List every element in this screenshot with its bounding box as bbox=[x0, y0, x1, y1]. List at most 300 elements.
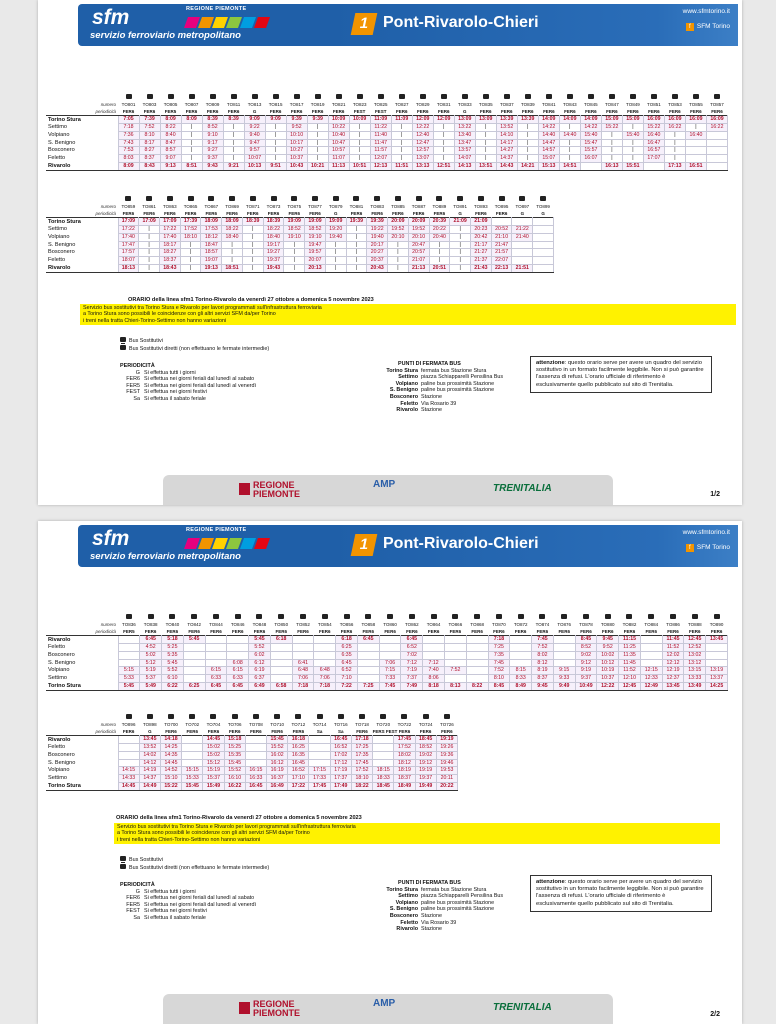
notice-line: Servizio bus sostitutivi tra Torino Stura e Rivarolo per lavori programmati sull'infrastruttura ferroviaria bbox=[117, 824, 356, 830]
station-name: Rivarolo bbox=[46, 264, 118, 272]
time-cell: 6:49 bbox=[249, 682, 271, 690]
time-cell bbox=[640, 636, 662, 644]
bus-icon bbox=[203, 714, 224, 722]
direct-bus-icon bbox=[120, 345, 126, 350]
website-link[interactable]: www.sfmtorino.it bbox=[682, 529, 730, 536]
table-row bbox=[46, 775, 458, 783]
time-cell: | bbox=[325, 241, 346, 249]
time-cell: 16:52 bbox=[288, 767, 309, 775]
bus-icon bbox=[118, 196, 139, 204]
time-cell: 12:09 bbox=[433, 116, 454, 124]
bus-icon bbox=[706, 614, 728, 622]
bus-icon bbox=[314, 614, 336, 622]
bus-icon bbox=[222, 196, 243, 204]
time-cell: 10:51 bbox=[349, 162, 370, 170]
time-cell: 10:21 bbox=[307, 162, 328, 170]
bus-icon bbox=[223, 94, 244, 102]
time-cell: 13:52 bbox=[139, 743, 160, 751]
bus-icon bbox=[139, 94, 160, 102]
period-code: FER6 bbox=[184, 210, 197, 216]
time-cell: 19:37 bbox=[415, 775, 436, 783]
period-code: FER6 bbox=[319, 628, 331, 634]
time-cell: 7:43 bbox=[118, 139, 139, 147]
period-code: FER6 bbox=[122, 108, 135, 114]
time-cell: 9:09 bbox=[265, 116, 286, 124]
time-cell: 13:12 bbox=[684, 659, 706, 667]
time-cell: 13:49 bbox=[684, 682, 706, 690]
time-cell: 18:52 bbox=[305, 225, 326, 233]
time-cell: 19:22 bbox=[367, 225, 388, 233]
period-code: FER6 bbox=[371, 210, 383, 216]
station-name: Torino Stura bbox=[46, 116, 118, 124]
station-name: Settimo bbox=[48, 226, 67, 233]
time-cell: 15:40 bbox=[580, 131, 601, 139]
train-number: TO846 bbox=[230, 622, 245, 627]
time-cell: 17:37 bbox=[330, 775, 351, 783]
time-cell: 15:45 bbox=[267, 736, 288, 744]
time-cell: 6:45 bbox=[227, 682, 249, 690]
time-cell: 5:52 bbox=[249, 643, 271, 651]
time-cell: 6:15 bbox=[227, 667, 249, 675]
bus-legend-item: Bus Sostitutivi diretti (non effettuano le fermate intermedie) bbox=[129, 864, 270, 871]
time-cell: 17:02 bbox=[330, 751, 351, 759]
time-cell: 16:09 bbox=[643, 116, 664, 124]
time-cell: 18:40 bbox=[263, 233, 284, 241]
bus-icon bbox=[367, 196, 388, 204]
time-cell: | bbox=[222, 241, 243, 249]
time-cell: 16:25 bbox=[288, 743, 309, 751]
time-cell: | bbox=[429, 241, 450, 249]
time-cell: | bbox=[433, 139, 454, 147]
time-cell bbox=[379, 643, 401, 651]
bus-icon bbox=[227, 614, 249, 622]
time-cell: 7:18 bbox=[488, 636, 510, 644]
time-cell: 10:27 bbox=[286, 147, 307, 155]
station-name: Rivarolo bbox=[46, 736, 118, 744]
train-number: TO720 bbox=[376, 722, 391, 727]
time-cell: 10:09 bbox=[328, 116, 349, 124]
period-code: FER6 bbox=[690, 108, 702, 114]
period-code: FER6 bbox=[406, 628, 418, 634]
time-cell bbox=[182, 736, 203, 744]
station-name: Settimo bbox=[48, 124, 67, 131]
time-cell: 14:35 bbox=[160, 751, 181, 759]
time-cell: 19:26 bbox=[436, 743, 457, 751]
time-cell: | bbox=[388, 257, 409, 265]
period-code: FER6 bbox=[143, 108, 156, 114]
timetable-torino-rivarolo-2 bbox=[46, 196, 554, 273]
time-cell: 20:43 bbox=[367, 264, 388, 272]
time-cell: 9:15 bbox=[553, 667, 575, 675]
time-cell: 14:25 bbox=[706, 682, 728, 690]
time-cell: 10:43 bbox=[286, 162, 307, 170]
time-cell: 11:52 bbox=[619, 667, 641, 675]
time-cell: 20:40 bbox=[429, 233, 450, 241]
time-cell bbox=[444, 636, 466, 644]
time-cell: 8:52 bbox=[202, 123, 223, 131]
bus-icon bbox=[181, 94, 202, 102]
train-number: TO872 bbox=[513, 622, 528, 627]
time-cell: | bbox=[622, 147, 643, 155]
train-number: TO836 bbox=[122, 622, 136, 627]
time-cell: 8:27 bbox=[139, 147, 160, 155]
period-code: FER6 bbox=[231, 628, 244, 634]
time-cell bbox=[309, 759, 330, 767]
time-cell: 18:33 bbox=[373, 775, 394, 783]
bus-icon bbox=[159, 196, 180, 204]
train-number: TO845 bbox=[584, 102, 598, 107]
time-cell: | bbox=[450, 257, 471, 265]
social-link[interactable] bbox=[686, 544, 730, 552]
station-name: Feletto bbox=[48, 744, 66, 751]
period-code: FER6 bbox=[309, 210, 321, 216]
time-cell bbox=[314, 643, 336, 651]
time-cell: 17:22 bbox=[288, 782, 309, 790]
time-cell bbox=[533, 233, 554, 241]
time-cell: 8:18 bbox=[423, 682, 445, 690]
train-number: TO825 bbox=[373, 102, 388, 107]
bus-icon bbox=[182, 714, 203, 722]
train-number: TO876 bbox=[557, 622, 572, 627]
time-cell: 11:35 bbox=[619, 651, 641, 659]
time-cell: | bbox=[265, 139, 286, 147]
station-name: Bosconero bbox=[48, 147, 75, 154]
time-cell: 21:27 bbox=[470, 249, 491, 257]
bus-icon bbox=[512, 196, 533, 204]
punti-title: PUNTI DI FERMATA BUS bbox=[398, 361, 461, 367]
time-cell bbox=[314, 651, 336, 659]
time-cell: 19:53 bbox=[436, 767, 457, 775]
train-number: TO870 bbox=[492, 622, 506, 627]
time-cell: 14:27 bbox=[496, 147, 517, 155]
time-cell: 11:25 bbox=[619, 643, 641, 651]
time-cell: 16:09 bbox=[706, 116, 727, 124]
table-row bbox=[46, 264, 554, 272]
time-cell: 14:21 bbox=[517, 162, 538, 170]
period-code: FER5 bbox=[123, 628, 135, 634]
time-cell: 19:20 bbox=[325, 225, 346, 233]
bus-icon bbox=[684, 614, 706, 622]
period-code: FER6 bbox=[711, 108, 723, 114]
time-cell bbox=[685, 147, 706, 155]
time-cell: 17:47 bbox=[118, 241, 139, 249]
bus-stops-legend bbox=[338, 361, 503, 414]
time-cell bbox=[553, 643, 575, 651]
period-code: FER6 bbox=[601, 628, 614, 634]
bus-icon bbox=[373, 714, 394, 722]
time-cell: 6:10 bbox=[162, 675, 184, 683]
time-cell: 7:37 bbox=[401, 675, 423, 683]
time-cell: 14:37 bbox=[496, 155, 517, 163]
periodicita-label: periodicità bbox=[95, 628, 116, 634]
time-cell: 12:22 bbox=[597, 682, 619, 690]
time-cell: 7:53 bbox=[118, 147, 139, 155]
time-cell: 18:10 bbox=[351, 775, 372, 783]
time-cell: 19:47 bbox=[305, 241, 326, 249]
time-cell: 19:19 bbox=[436, 736, 457, 744]
time-cell: | bbox=[325, 264, 346, 272]
time-cell: 16:12 bbox=[267, 759, 288, 767]
time-cell: 21:57 bbox=[491, 249, 512, 257]
periodicita-item: FEST Si effettua nei giorni festivi bbox=[126, 908, 207, 915]
time-cell: | bbox=[346, 241, 367, 249]
period-code: G bbox=[148, 728, 152, 734]
period-code: FERS FEST bbox=[372, 728, 398, 734]
train-number: TO866 bbox=[448, 622, 463, 627]
time-cell bbox=[533, 249, 554, 257]
time-cell: 19:09 bbox=[305, 218, 326, 226]
time-cell: 20:11 bbox=[436, 775, 457, 783]
time-cell: 8:47 bbox=[160, 139, 181, 147]
period-code: FER6 bbox=[247, 210, 259, 216]
time-cell: 18:13 bbox=[118, 264, 139, 272]
time-cell bbox=[510, 643, 532, 651]
time-cell bbox=[466, 636, 488, 644]
timetable-rivarolo-torino-1 bbox=[46, 614, 728, 691]
time-cell: 11:47 bbox=[370, 139, 391, 147]
time-cell: 9:13 bbox=[160, 162, 181, 170]
time-cell: | bbox=[242, 225, 263, 233]
time-cell: 14:17 bbox=[496, 139, 517, 147]
train-number: TO813 bbox=[247, 102, 262, 107]
train-number: TO889 bbox=[432, 204, 447, 209]
train-number: TO865 bbox=[183, 204, 198, 209]
time-cell: 10:22 bbox=[328, 123, 349, 131]
time-cell: 6:08 bbox=[227, 659, 249, 667]
time-cell: | bbox=[391, 139, 412, 147]
time-cell: | bbox=[517, 139, 538, 147]
time-cell: 17:09 bbox=[159, 218, 180, 226]
time-cell: 14:09 bbox=[538, 116, 559, 124]
time-cell: | bbox=[475, 123, 496, 131]
train-number: TO881 bbox=[349, 204, 364, 209]
time-cell: 6:22 bbox=[162, 682, 184, 690]
page-number: 1/2 bbox=[710, 491, 720, 498]
periodicita-title: PERIODICITÀ bbox=[120, 363, 155, 369]
time-cell: 17:35 bbox=[351, 751, 372, 759]
social-label: SFM Torino bbox=[696, 544, 730, 551]
period-code: FER6 bbox=[480, 108, 492, 114]
bus-icon bbox=[325, 196, 346, 204]
period-code: FER6 bbox=[558, 628, 570, 634]
train-number: TO856 bbox=[339, 622, 354, 627]
time-cell bbox=[423, 651, 445, 659]
website-link[interactable]: www.sfmtorino.it bbox=[682, 8, 730, 15]
train-number: TO833 bbox=[457, 102, 472, 107]
time-cell: 7:06 bbox=[292, 675, 314, 683]
time-cell: 15:09 bbox=[601, 116, 622, 124]
train-number: TO898 bbox=[142, 722, 157, 727]
time-cell: 15:40 bbox=[622, 131, 643, 139]
bus-icon bbox=[408, 196, 429, 204]
period-code: G bbox=[463, 108, 467, 114]
bus-icon bbox=[118, 94, 139, 102]
train-number: TO841 bbox=[541, 102, 556, 107]
train-number: TO899 bbox=[536, 204, 550, 209]
time-cell: 18:49 bbox=[394, 782, 415, 790]
station-name: Rivarolo bbox=[46, 162, 118, 170]
table-row bbox=[46, 782, 458, 790]
time-cell: 6:25 bbox=[336, 643, 358, 651]
time-cell: 10:07 bbox=[244, 155, 265, 163]
bus-icon bbox=[454, 94, 475, 102]
time-cell: | bbox=[325, 249, 346, 257]
time-cell: 20:47 bbox=[408, 241, 429, 249]
time-cell: 9:39 bbox=[307, 116, 328, 124]
time-cell: | bbox=[346, 264, 367, 272]
bus-stop-item: Feletto Via Rosario 39 bbox=[400, 919, 457, 926]
time-cell: 7:05 bbox=[118, 116, 139, 124]
time-cell: | bbox=[181, 139, 202, 147]
table-row bbox=[46, 659, 728, 667]
time-cell: 15:19 bbox=[203, 767, 224, 775]
period-code: FER6 bbox=[297, 628, 309, 634]
time-cell bbox=[444, 675, 466, 683]
time-cell: | bbox=[346, 225, 367, 233]
time-cell bbox=[512, 257, 533, 265]
bus-icon bbox=[475, 94, 496, 102]
time-cell: 14:43 bbox=[496, 162, 517, 170]
station-name: Feletto bbox=[48, 155, 66, 162]
attenzione-label: attenzione bbox=[536, 360, 565, 366]
time-cell: | bbox=[391, 131, 412, 139]
bus-icon bbox=[139, 196, 160, 204]
station-name: Torino Stura bbox=[46, 782, 118, 790]
time-cell: 15:45 bbox=[182, 782, 203, 790]
time-cell: | bbox=[349, 147, 370, 155]
bus-icon bbox=[118, 614, 140, 622]
time-cell: 6:45 bbox=[336, 659, 358, 667]
time-cell: 20:09 bbox=[388, 218, 409, 226]
time-cell: 18:22 bbox=[263, 225, 284, 233]
time-cell: 19:36 bbox=[436, 751, 457, 759]
bus-icon bbox=[120, 856, 126, 861]
time-cell: 8:37 bbox=[139, 155, 160, 163]
period-code: FER6 bbox=[392, 210, 404, 216]
time-cell: 6:41 bbox=[292, 659, 314, 667]
line-name: Pont-Rivarolo-Chieri bbox=[383, 14, 539, 31]
time-cell: 9:45 bbox=[597, 636, 619, 644]
time-cell: 21:47 bbox=[491, 241, 512, 249]
period-code: G bbox=[333, 210, 338, 216]
bus-icon bbox=[580, 94, 601, 102]
time-cell: 16:18 bbox=[288, 736, 309, 744]
time-cell: 12:19 bbox=[662, 667, 684, 675]
sfm-logo bbox=[78, 525, 333, 567]
time-cell: 7:06 bbox=[314, 675, 336, 683]
period-code: FER6 bbox=[210, 628, 222, 634]
time-cell: 14:22 bbox=[580, 123, 601, 131]
time-cell: 21:17 bbox=[470, 241, 491, 249]
time-cell: 20:39 bbox=[429, 218, 450, 226]
time-cell: 7:52 bbox=[139, 123, 160, 131]
time-cell: | bbox=[559, 139, 580, 147]
time-cell: 17:15 bbox=[309, 767, 330, 775]
bus-icon bbox=[559, 94, 580, 102]
time-cell bbox=[466, 667, 488, 675]
time-cell bbox=[357, 643, 379, 651]
time-cell: 5:12 bbox=[140, 659, 162, 667]
time-cell: 18:39 bbox=[263, 218, 284, 226]
time-cell: 17:45 bbox=[351, 759, 372, 767]
bus-icon bbox=[244, 94, 265, 102]
train-number: TO885 bbox=[391, 204, 405, 209]
time-cell bbox=[706, 131, 727, 139]
time-cell: 6:12 bbox=[249, 659, 271, 667]
bus-icon bbox=[553, 614, 575, 622]
time-cell: 7:18 bbox=[314, 682, 336, 690]
period-code: FER6 bbox=[288, 210, 300, 216]
bus-stop-item: Torino Stura fermata bus Stazione Stura bbox=[386, 367, 487, 374]
time-cell bbox=[533, 218, 554, 226]
table-row bbox=[46, 249, 554, 257]
time-cell: 8:39 bbox=[202, 116, 223, 124]
bus-icon bbox=[601, 94, 622, 102]
time-cell: | bbox=[180, 241, 201, 249]
time-cell: 17:49 bbox=[330, 782, 351, 790]
period-code: FER6 bbox=[645, 628, 658, 634]
orario-title: ORARIO della linea sfm1 Torino-Rivarolo da venerdì 27 ottobre a domenica 5 novembre 2023 bbox=[128, 297, 374, 303]
period-code: FER6 bbox=[495, 210, 508, 216]
time-cell bbox=[227, 651, 249, 659]
train-number: TO847 bbox=[605, 102, 619, 107]
train-number: TO879 bbox=[328, 204, 343, 209]
time-cell: 8:02 bbox=[532, 651, 554, 659]
bus-icon bbox=[706, 94, 727, 102]
time-cell: 6:19 bbox=[249, 667, 271, 675]
time-cell: 8:10 bbox=[488, 675, 510, 683]
time-cell: 7:12 bbox=[401, 659, 423, 667]
time-cell: 8:51 bbox=[181, 162, 202, 170]
table-row bbox=[46, 651, 728, 659]
train-number: TO807 bbox=[184, 102, 199, 107]
bus-icon bbox=[388, 196, 409, 204]
period-code: G bbox=[520, 210, 525, 216]
train-number: TO724 bbox=[418, 722, 433, 727]
regione-flag-icon bbox=[239, 1002, 250, 1014]
time-cell: 8:19 bbox=[532, 667, 554, 675]
time-cell bbox=[640, 659, 662, 667]
time-cell: | bbox=[388, 241, 409, 249]
footer-logos bbox=[163, 994, 613, 1024]
time-cell bbox=[491, 218, 512, 226]
time-cell: | bbox=[601, 139, 622, 147]
train-number: TO848 bbox=[252, 622, 267, 627]
time-cell: 7:36 bbox=[118, 131, 139, 139]
time-cell: 7:33 bbox=[379, 675, 401, 683]
bus-icon bbox=[391, 94, 412, 102]
time-cell: 14:02 bbox=[139, 751, 160, 759]
time-cell: 5:02 bbox=[140, 651, 162, 659]
time-cell: 19:19 bbox=[415, 767, 436, 775]
line-name: Pont-Rivarolo-Chieri bbox=[383, 535, 539, 552]
time-cell: 7:19 bbox=[401, 667, 423, 675]
time-cell: 9:51 bbox=[265, 162, 286, 170]
period-code: FER6 bbox=[207, 728, 220, 734]
time-cell: 7:10 bbox=[336, 675, 358, 683]
time-cell bbox=[553, 651, 575, 659]
time-cell: 6:18 bbox=[270, 636, 292, 644]
time-cell bbox=[118, 651, 140, 659]
time-cell: | bbox=[180, 257, 201, 265]
social-link[interactable] bbox=[686, 23, 730, 31]
train-number: TO853 bbox=[668, 102, 682, 107]
bus-stop-item: Torino Stura fermata bus Stazione Stura bbox=[386, 886, 487, 893]
time-cell bbox=[227, 636, 249, 644]
period-code: FER6 bbox=[585, 108, 597, 114]
period-code: FER6 bbox=[564, 108, 576, 114]
periodicita-item: FER6 Si effettua nei giorni feriali dal lunedì al sabato bbox=[126, 376, 255, 383]
